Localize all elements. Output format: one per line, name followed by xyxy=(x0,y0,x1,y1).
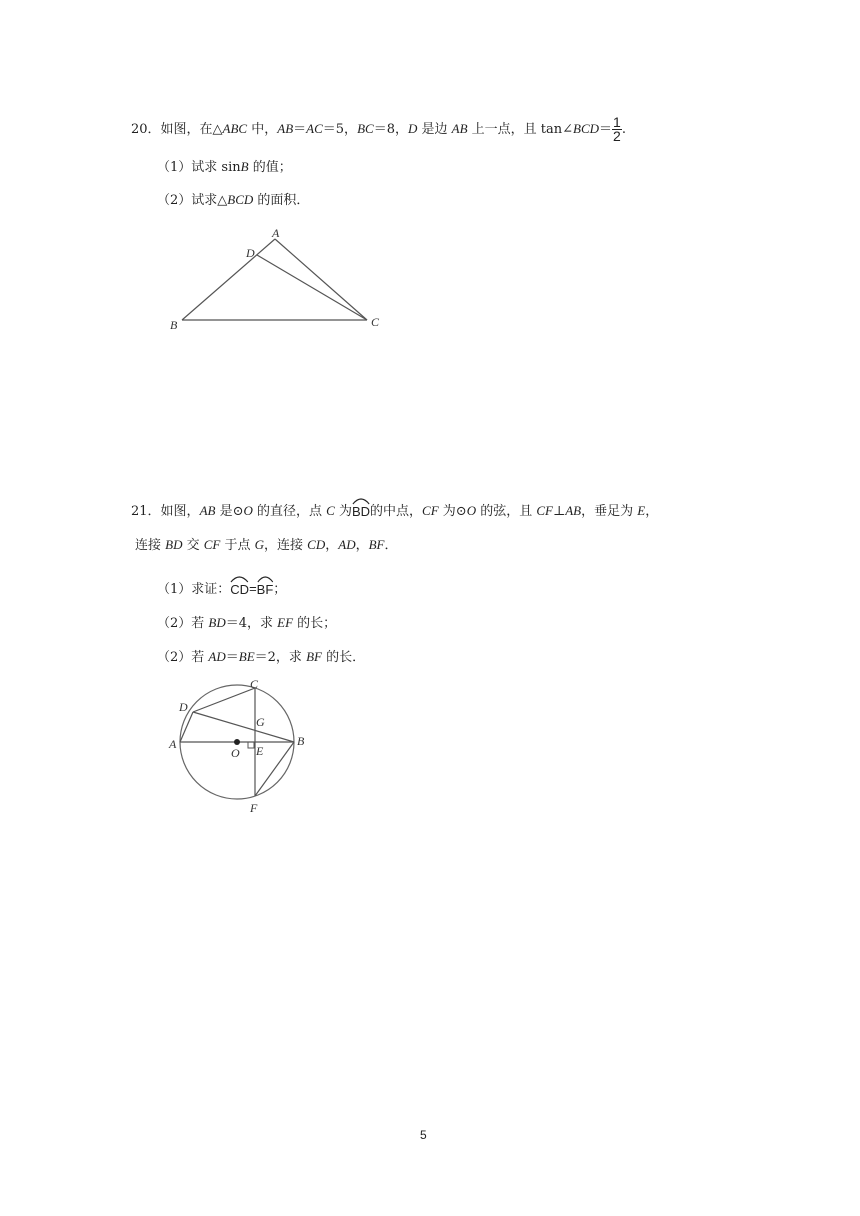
q20-part1: （1）试求 sinB 的值； xyxy=(157,159,292,175)
page-number: 5 xyxy=(420,1128,427,1142)
center-point-o xyxy=(234,739,240,745)
label-o: O xyxy=(231,746,240,760)
label-a: A xyxy=(169,737,177,751)
label-b: B xyxy=(170,318,178,332)
q20-part2: （2）试求△BCD 的面积． xyxy=(157,192,310,208)
q20-triangle-figure xyxy=(160,222,390,337)
label-a: A xyxy=(272,226,280,240)
q21-circle-figure xyxy=(160,672,320,822)
label-e: E xyxy=(256,744,264,758)
label-b: B xyxy=(297,734,305,748)
label-d: D xyxy=(179,700,188,714)
label-f: F xyxy=(250,801,258,815)
segment-ba xyxy=(182,239,275,320)
arc-cd: CD xyxy=(230,574,249,600)
right-angle-mark xyxy=(248,742,254,748)
chord-db xyxy=(193,712,294,742)
q21-part1: （1）求证： CD= BF； xyxy=(157,574,286,600)
label-d: D xyxy=(246,246,255,260)
q20-stem: 20．如图，在△ABC 中，AB＝AC＝5，BC＝8，D 是边 AB 上一点，且 tan∠BCD＝ $\frac{1}{2}$ . xyxy=(131,114,626,144)
segment-ac xyxy=(275,239,367,320)
label-g: G xyxy=(256,715,265,729)
arc-bf: BF xyxy=(257,574,274,600)
q21-stem-line2: 连接 BD 交 CF 于点 G，连接 CD，AD，BF． xyxy=(135,537,398,553)
chord-dc xyxy=(193,688,255,712)
q21-part2: （2）若 BD＝4，求 EF 的长； xyxy=(157,615,337,631)
label-c: C xyxy=(250,677,259,691)
arc-bd: BD xyxy=(352,496,370,522)
fraction-one-half: $\frac{1}{2}$ xyxy=(613,114,621,144)
segment-dc xyxy=(257,255,367,320)
label-c: C xyxy=(371,315,380,329)
q21-part3: （2）若 AD＝BE＝2，求 BF 的长． xyxy=(157,649,366,665)
q21-stem: 21．如图，AB 是⊙O 的直径，点 C 为 BD的中点，CF 为⊙O 的弦，且 CF⊥AB，垂足为 E， xyxy=(131,496,658,522)
